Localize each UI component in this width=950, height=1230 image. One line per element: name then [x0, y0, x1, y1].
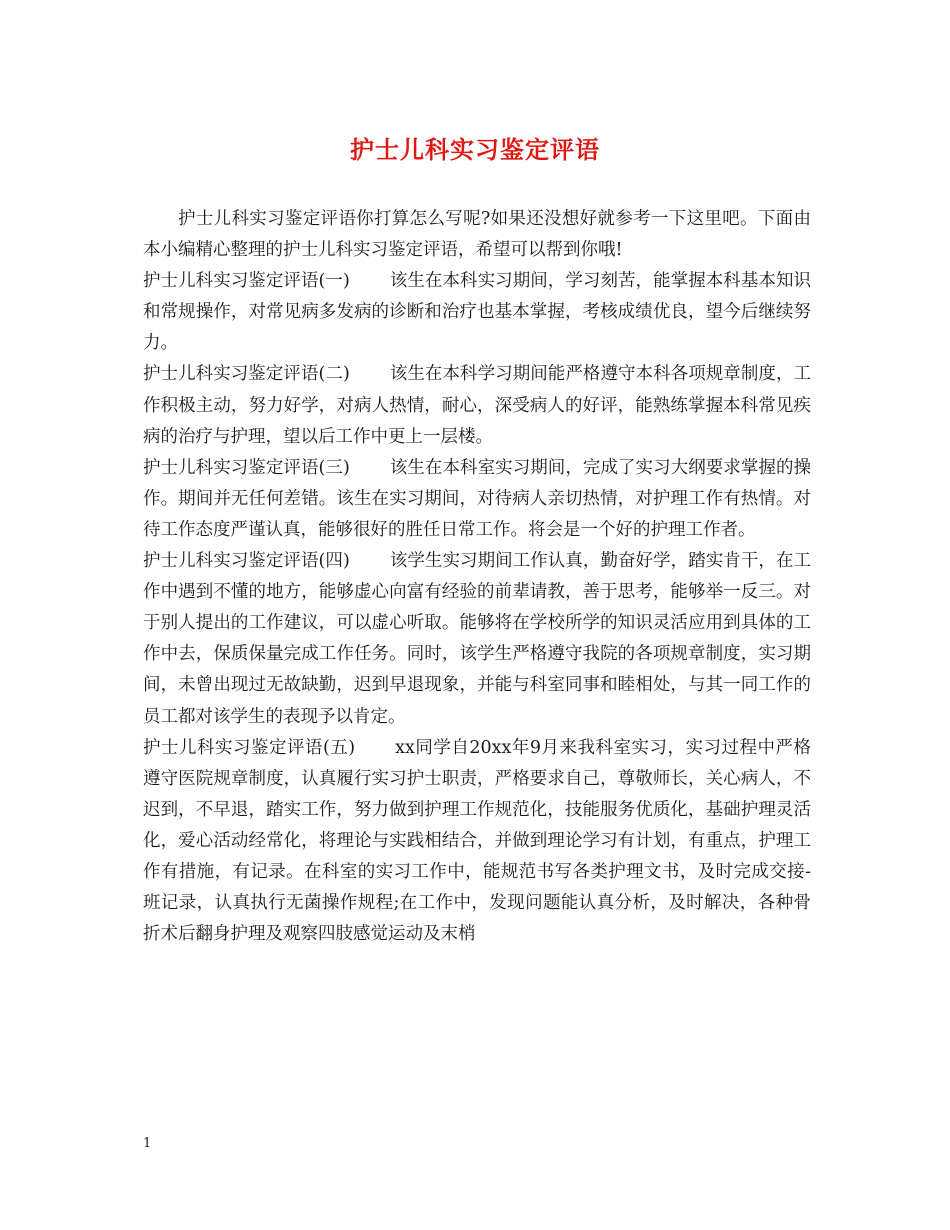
section-heading: 护士儿科实习鉴定评语(三): [143, 457, 350, 478]
section-text: xx同学自20xx年9月来我科室实习，实习过程中严格遵守医院规章制度，认真履行实习护士职责，严格要求自己，尊敬师长，关心病人，不迟到，不早退，踏实工作，努力做到护理工作规范化，技能服务优质化，基础护理灵活化，爱心活动经常化，将理论与实践相结合，并做到理论学习有计划，有重点，护理工作有措施，有记录。在科室的实习工作中，能规范书写各类护理文书，及时完成交接-班记录，认真执行无菌操作规程;在工作中，发现问题能认真分析，及时解决，各种骨折术后翻身护理及观察四肢感觉运动及末梢: [143, 737, 811, 945]
document-body: [143, 204, 811, 950]
section-heading: 护士儿科实习鉴定评语(二): [143, 364, 350, 385]
section-paragraph: [143, 546, 811, 733]
section-paragraph: [143, 733, 811, 951]
section-text: 该生在本科实习期间，学习刻苦，能掌握本科基本知识和常规操作，对常见病多发病的诊断和治疗也基本掌握，考核成绩优良，望今后继续努力。: [143, 271, 812, 354]
section-text: 该学生实习期间工作认真，勤奋好学，踏实肯干，在工作中遇到不懂的地方，能够虚心向富有经验的前辈请教，善于思考，能够举一反三。对于别人提出的工作建议，可以虚心听取。能够将在学校所学的知识灵活应用到具体的工作中去，保质保量完成工作任务。同时，该学生严格遵守我院的各项规章制度，实习期间，未曾出现过无故缺勤，迟到早退现象，并能与科室同事和睦相处，与其一同工作的员工都对该学生的表现予以肯定。: [143, 551, 812, 727]
section-paragraph: [143, 266, 811, 359]
section-heading: 护士儿科实习鉴定评语(五): [143, 737, 356, 758]
section-text: 该生在本科室实习期间，完成了实习大纲要求掌握的操作。期间并无任何差错。该生在实习期间，对待病人亲切热情，对护理工作有热情。对待工作态度严谨认真，能够很好的胜任日常工作。将会是一个好的护理工作者。: [143, 457, 812, 540]
document-title: 护士儿科实习鉴定评语: [350, 135, 600, 164]
section-heading: 护士儿科实习鉴定评语(四): [143, 551, 350, 572]
section-paragraph: [143, 359, 811, 452]
page-number: 1: [143, 1136, 152, 1151]
section-paragraph: [143, 453, 811, 546]
section-heading: 护士儿科实习鉴定评语(一): [143, 271, 350, 292]
section-text: 该生在本科学习期间能严格遵守本科各项规章制度，工作积极主动，努力好学，对病人热情，耐心，深受病人的好评，能熟练掌握本科常见疾病的治疗与护理，望以后工作中更上一层楼。: [143, 364, 812, 447]
intro-paragraph: 护士儿科实习鉴定评语你打算怎么写呢?如果还没想好就参考一下这里吧。下面由本小编精心整理的护士儿科实习鉴定评语，希望可以帮到你哦!: [143, 209, 811, 261]
